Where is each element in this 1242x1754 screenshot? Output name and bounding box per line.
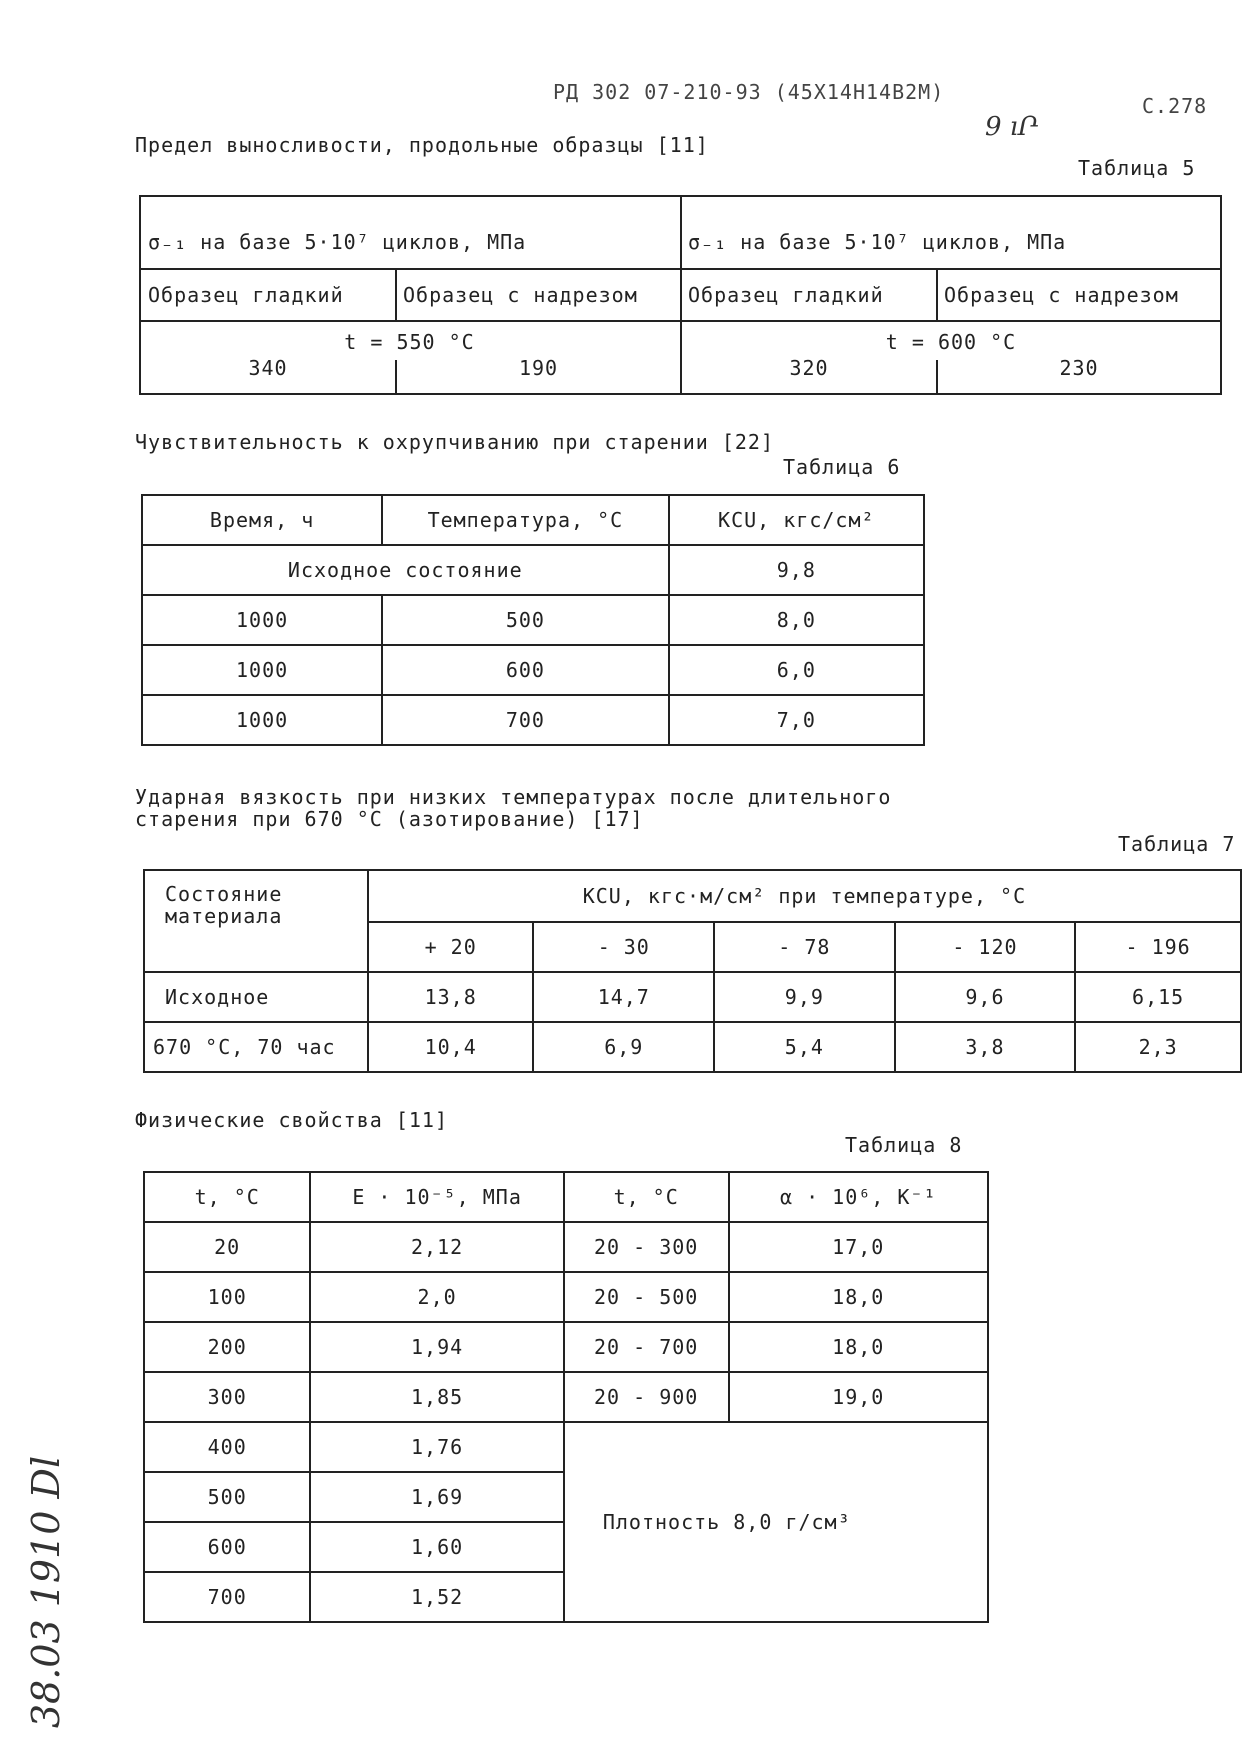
table8-cell: 20 - 900 [564,1372,729,1422]
table-row [144,1022,1241,1072]
table6 [141,494,925,746]
table5-left-smooth-value: 340 [248,356,288,380]
table6-cell: 1000 [142,695,382,745]
table8-cell: 700 [144,1572,310,1622]
table-row [144,972,1241,1022]
table5-right-smooth-value: 320 [789,356,829,380]
table6-header-temperature: Температура, °С [382,495,668,545]
table5-left-temp: t = 550 °C [344,330,475,354]
table6-initial-state: Исходное состояние [142,545,669,595]
table7-state-header: Состояние материала [144,870,368,972]
table7 [143,869,1242,1073]
table5-right-heading: σ₋₁ на базе 5·10⁷ циклов, МПа [688,230,1067,254]
table8-cell: 1,69 [310,1472,563,1522]
table6-cell: 6,0 [669,645,924,695]
table7-caption-line1: Ударная вязкость при низких температурах после длительного [135,785,892,809]
table8-label: Таблица 8 [845,1133,963,1157]
table6-cell: 600 [382,645,668,695]
table7-temp-header: - 196 [1075,922,1241,972]
table8-header-t-range: t, °С [564,1172,729,1222]
table5-left-heading: σ₋₁ на базе 5·10⁷ циклов, МПа [148,230,527,254]
handwritten-mark: 9 ıՐ [985,112,1039,142]
table8-cell: 300 [144,1372,310,1422]
table5-caption: Предел выносливости, продольные образцы [11] [135,133,709,157]
table8-cell: 18,0 [729,1272,988,1322]
table7-cell: 3,8 [895,1022,1076,1072]
table5-right-notched-value: 230 [1059,356,1099,380]
table7-cell: 10,4 [368,1022,534,1072]
table8 [143,1171,989,1623]
table8-cell: 100 [144,1272,310,1322]
table8-cell: 200 [144,1322,310,1372]
table7-cell: 9,6 [895,972,1076,1022]
table8-cell: 2,0 [310,1272,563,1322]
table8-cell: 600 [144,1522,310,1572]
table5-right-col-notched: Образец с надрезом [944,283,1179,307]
table-row [144,1322,988,1372]
table7-caption-line2: старения при 670 °С (азотирование) [17] [135,807,644,831]
table7-state: 670 °С, 70 час [144,1022,368,1072]
table6-cell: 500 [382,595,668,645]
table6-cell: 1000 [142,645,382,695]
table8-cell: 20 - 700 [564,1322,729,1372]
table7-label: Таблица 7 [1118,832,1236,856]
table8-cell: 500 [144,1472,310,1522]
table-row [144,1372,988,1422]
table7-temp-header: - 120 [895,922,1076,972]
table8-cell: 1,76 [310,1422,563,1472]
table7-cell: 6,15 [1075,972,1241,1022]
table8-header-modulus: E · 10⁻⁵, МПа [310,1172,563,1222]
table8-cell: 19,0 [729,1372,988,1422]
table6-cell: 7,0 [669,695,924,745]
table7-state: Исходное [144,972,368,1022]
table5-label: Таблица 5 [1078,156,1196,180]
table-row [144,1222,988,1272]
table8-cell: 2,12 [310,1222,563,1272]
table6-initial-value: 9,8 [669,545,924,595]
table8-header-t: t, °С [144,1172,310,1222]
table8-header-alpha: α · 10⁶, К⁻¹ [729,1172,988,1222]
table7-cell: 6,9 [533,1022,714,1072]
table8-cell: 18,0 [729,1322,988,1372]
document-code: РД 302 07-210-93 (45Х14Н14В2М) [553,80,945,104]
table7-temp-header: + 20 [368,922,534,972]
page-number: С.278 [1142,94,1208,118]
table5-right-col-smooth: Образец гладкий [688,283,884,307]
table8-cell: 1,52 [310,1572,563,1622]
margin-handwritten-note: 38.03 1910 Dl [24,1455,69,1729]
table-row [142,695,924,745]
table8-cell: 20 - 500 [564,1272,729,1322]
table5-right-temp: t = 600 °C [885,330,1017,354]
table7-cell: 13,8 [368,972,534,1022]
table8-cell: 17,0 [729,1222,988,1272]
table5-left-col-notched: Образец с надрезом [403,283,638,307]
table-row [142,595,924,645]
table8-cell: 20 - 300 [564,1222,729,1272]
table8-cell: 1,60 [310,1522,563,1572]
table8-cell: 1,85 [310,1372,563,1422]
table7-temp-header: - 78 [714,922,895,972]
table6-header-kcu: KCU, кгс/см² [669,495,924,545]
table8-caption: Физические свойства [11] [135,1108,448,1132]
table-row [142,645,924,695]
table5-left-col-smooth: Образец гладкий [148,283,344,307]
table6-label: Таблица 6 [783,455,901,479]
table7-cell: 5,4 [714,1022,895,1072]
table-row [144,1422,988,1472]
table-row [144,1272,988,1322]
table8-cell: 20 [144,1222,310,1272]
table7-cell: 14,7 [533,972,714,1022]
table8-density: Плотность 8,0 г/см³ [564,1422,988,1622]
table6-header-time: Время, ч [142,495,382,545]
table5-left-notched-value: 190 [518,356,559,380]
table6-cell: 1000 [142,595,382,645]
table7-cell: 2,3 [1075,1022,1241,1072]
table7-temp-header: - 30 [533,922,714,972]
table7-group-header: KCU, кгс·м/см² при температуре, °С [368,870,1241,922]
table6-cell: 8,0 [669,595,924,645]
table7-cell: 9,9 [714,972,895,1022]
table6-caption: Чувствительность к охрупчиванию при старении [22] [135,430,775,454]
table8-cell: 1,94 [310,1322,563,1372]
table6-cell: 700 [382,695,668,745]
table8-cell: 400 [144,1422,310,1472]
